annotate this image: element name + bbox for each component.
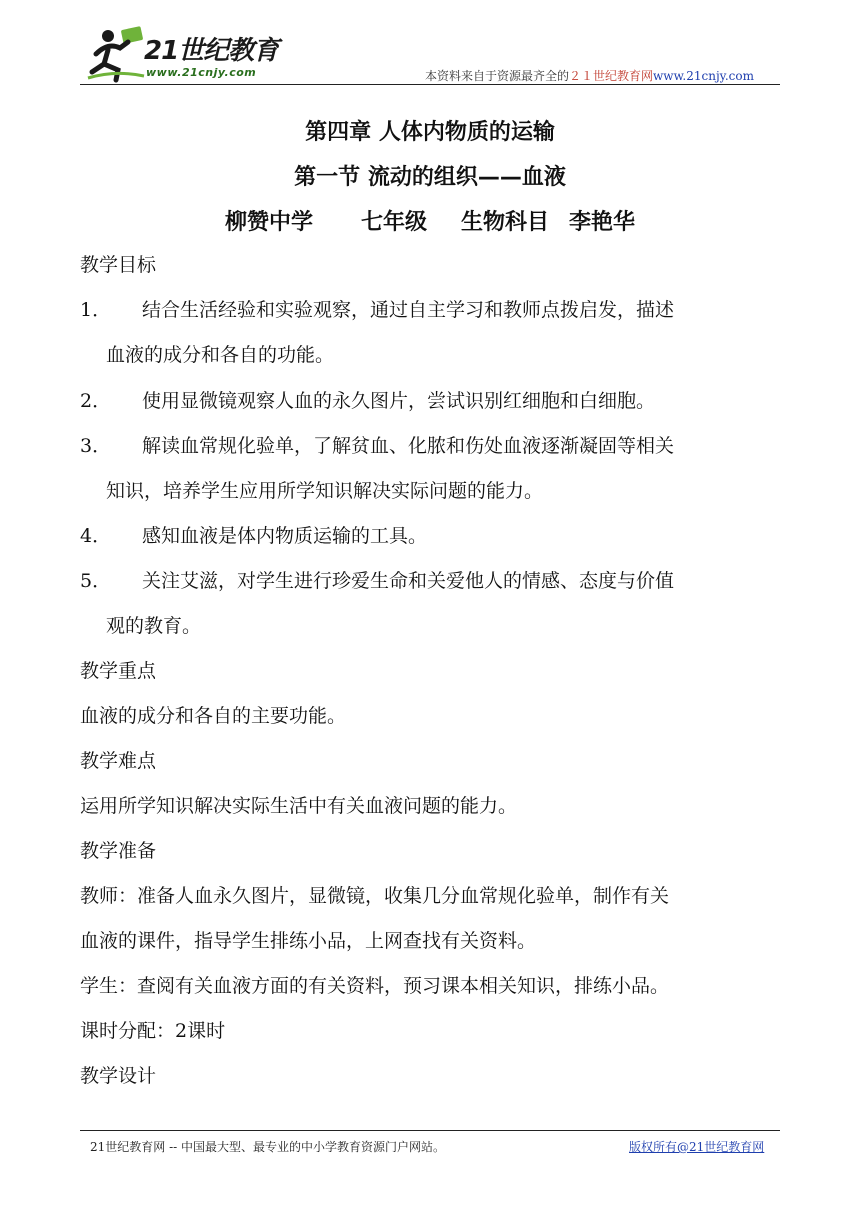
footer-tagline: 21世纪教育网 -- 中国最大型、最专业的中小学教育资源门户网站。 <box>90 1140 446 1154</box>
preparation-heading: 教学准备 <box>80 840 157 862</box>
goal-text-continued: 知识，培养学生应用所学知识解决实际问题的能力。 <box>106 480 544 502</box>
goal-number: 2． <box>80 390 112 412</box>
goal-number: 4． <box>80 525 112 547</box>
goal-text: 使用显微镜观察人血的永久图片，尝试识别红细胞和白细胞。 <box>142 390 656 412</box>
key-point-heading: 教学重点 <box>80 660 157 682</box>
goal-text: 解读血常规化验单，了解贫血、化脓和伤处血液逐渐凝固等相关 <box>142 435 675 457</box>
goal-text-continued: 血液的成分和各自的功能。 <box>106 344 335 366</box>
goal-text: 结合生活经验和实验观察，通过自主学习和教师点拨启发，描述 <box>142 299 675 321</box>
footer-divider <box>80 1130 780 1131</box>
goal-text-continued: 观的教育。 <box>106 615 202 637</box>
teacher-name: 李艳华 <box>569 210 636 235</box>
difficulty-text: 运用所学知识解决实际生活中有关血液问题的能力。 <box>80 795 518 817</box>
copyright-link[interactable]: 版权所有@21世纪教育网 <box>629 1140 765 1154</box>
logo-brand-text: 21世纪教育 <box>144 36 279 66</box>
header-note-prefix: 本资料来自于资源最齐全的 <box>425 69 570 83</box>
site-logo[interactable] <box>86 24 286 86</box>
goal-text: 关注艾滋，对学生进行珍爱生命和关爱他人的情感、态度与价值 <box>142 570 675 592</box>
header-divider <box>80 84 780 85</box>
goal-number: 5． <box>80 570 112 592</box>
author-line <box>80 205 780 236</box>
design-heading: 教学设计 <box>80 1065 157 1087</box>
chapter-title: 第四章 人体内物质的运输 <box>305 120 555 145</box>
header-note-url[interactable]: www.21cnjy.com <box>653 69 754 83</box>
key-point-text: 血液的成分和各自的主要功能。 <box>80 705 347 727</box>
goal-number: 3． <box>80 435 112 457</box>
goals-heading: 教学目标 <box>80 254 157 276</box>
difficulty-heading: 教学难点 <box>80 750 157 772</box>
grade-label: 七年级 <box>360 210 427 235</box>
subject-label: 生物科目 <box>461 210 550 235</box>
goal-text: 感知血液是体内物质运输的工具。 <box>142 525 428 547</box>
teacher-preparation-continued: 血液的课件，指导学生排练小品，上网查找有关资料。 <box>80 930 537 952</box>
header-note <box>425 67 754 84</box>
section-title: 第一节 流动的组织——血液 <box>294 165 566 190</box>
schedule-text: 课时分配：2课时 <box>80 1020 226 1042</box>
logo-url-text: www.21cnjy.com <box>146 66 257 79</box>
teacher-preparation: 教师：准备人血永久图片，显微镜，收集几分血常规化验单，制作有关 <box>80 885 670 907</box>
school-name: 柳赞中学 <box>224 210 313 235</box>
runner-logo-icon <box>86 24 146 84</box>
header-note-highlight[interactable]: ２１世纪教育网 <box>569 69 654 83</box>
goal-number: 1． <box>80 299 112 321</box>
student-preparation: 学生：查阅有关血液方面的有关资料，预习课本相关知识，排练小品。 <box>80 975 670 997</box>
